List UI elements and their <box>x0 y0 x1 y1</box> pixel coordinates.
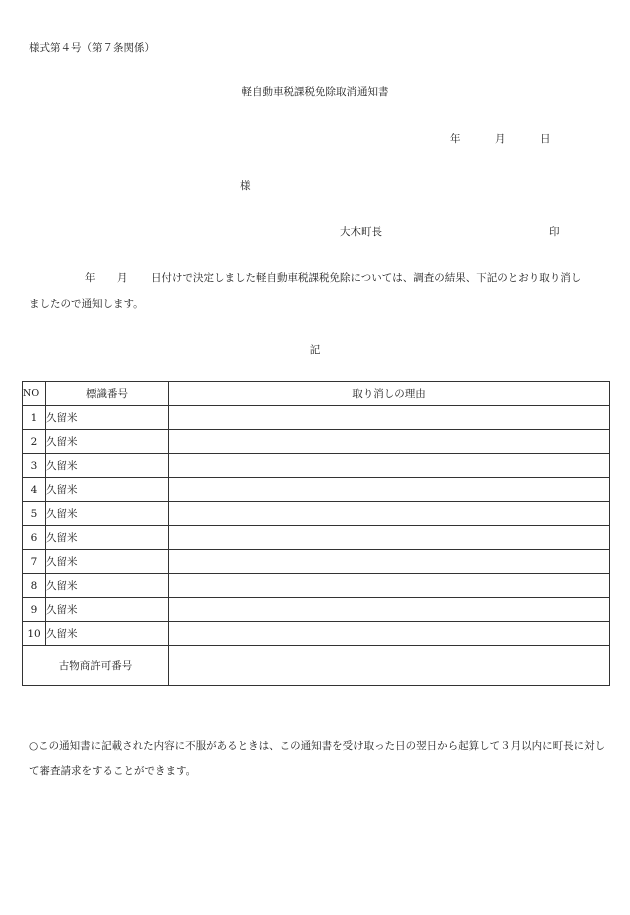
table-row <box>23 406 610 430</box>
note-line2: て審査請求をすることができます。 <box>29 765 197 777</box>
table-row <box>23 502 610 526</box>
note-line1: ○この通知書に記載された内容に不服があるときは、この通知書を受け取った日の翌日から起算して３月以内に町長に対し <box>29 740 606 752</box>
date-day-label: 日 <box>540 133 551 145</box>
row-number: 4 <box>23 478 46 502</box>
seal-mark: 印 <box>549 226 560 238</box>
row-number: 1 <box>23 406 46 430</box>
row-plate-number: 久留米 <box>46 502 169 526</box>
table-row <box>23 598 610 622</box>
cancellation-table <box>22 381 610 686</box>
body-month-label: 月 <box>117 272 128 284</box>
row-plate-number: 久留米 <box>46 526 169 550</box>
table-row <box>23 622 610 646</box>
row-plate-number: 久留米 <box>46 478 169 502</box>
document-title: 軽自動車税課税免除取消通知書 <box>241 86 389 98</box>
body-text-line2: ましたので通知します。 <box>29 298 144 310</box>
date-year-label: 年 <box>450 133 461 145</box>
row-plate-number: 久留米 <box>46 454 169 478</box>
form-number: 様式第４号（第７条関係） <box>29 42 155 54</box>
row-reason <box>169 622 610 646</box>
addressee-suffix: 様 <box>240 180 251 192</box>
row-reason <box>169 550 610 574</box>
row-reason <box>169 502 610 526</box>
permit-row <box>23 646 610 686</box>
row-reason <box>169 598 610 622</box>
row-plate-number: 久留米 <box>46 550 169 574</box>
row-number: 10 <box>23 622 46 646</box>
row-reason <box>169 454 610 478</box>
row-reason <box>169 574 610 598</box>
table-row <box>23 454 610 478</box>
table-row <box>23 430 610 454</box>
table-row <box>23 574 610 598</box>
row-number: 2 <box>23 430 46 454</box>
body-year-label: 年 <box>85 272 96 284</box>
row-number: 6 <box>23 526 46 550</box>
table-body <box>23 406 610 686</box>
ki-heading: 記 <box>309 344 321 356</box>
row-reason <box>169 526 610 550</box>
row-plate-number: 久留米 <box>46 622 169 646</box>
table-row <box>23 478 610 502</box>
table-row <box>23 526 610 550</box>
row-plate-number: 久留米 <box>46 598 169 622</box>
header-plate-number: 標識番号 <box>46 382 169 406</box>
row-reason <box>169 478 610 502</box>
table-header-row <box>23 382 610 406</box>
row-plate-number: 久留米 <box>46 430 169 454</box>
issuer-name: 大木町長 <box>340 226 382 238</box>
row-reason <box>169 406 610 430</box>
row-number: 8 <box>23 574 46 598</box>
row-reason <box>169 430 610 454</box>
row-plate-number: 久留米 <box>46 406 169 430</box>
permit-label: 古物商許可番号 <box>23 646 169 686</box>
row-number: 5 <box>23 502 46 526</box>
row-number: 7 <box>23 550 46 574</box>
header-no: NO <box>23 382 46 406</box>
row-number: 9 <box>23 598 46 622</box>
header-reason: 取り消しの理由 <box>169 382 610 406</box>
date-month-label: 月 <box>495 133 506 145</box>
table-row <box>23 550 610 574</box>
row-plate-number: 久留米 <box>46 574 169 598</box>
body-text: 日付けで決定しました軽自動車税課税免除については、調査の結果、下記のとおり取り消し <box>151 272 582 284</box>
permit-value <box>169 646 610 686</box>
row-number: 3 <box>23 454 46 478</box>
